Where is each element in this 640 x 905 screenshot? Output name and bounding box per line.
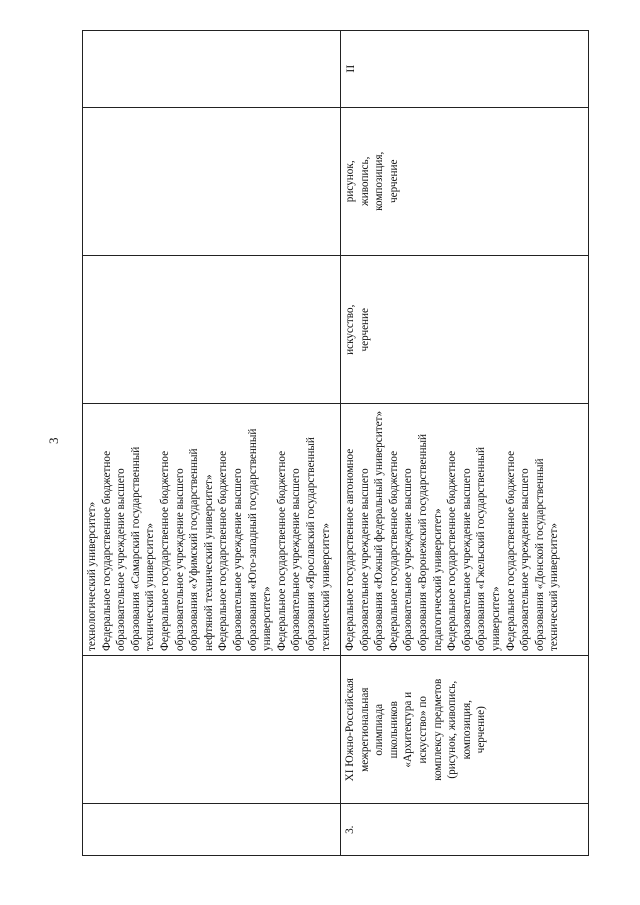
cell-level — [83, 31, 341, 108]
cell-subjects — [83, 107, 341, 255]
cell-profile — [83, 256, 341, 404]
table-row — [83, 31, 341, 856]
cell-olympiad — [83, 656, 341, 804]
page-number: 3 — [46, 437, 61, 444]
cell-organizers: Федеральное государственное автономное образовательное учреждение высшего образования «Южный федеральный университет» Федеральное государственное бюджетное образовательное учреждение высшего образования «Воронежский государственный педагогический университет» Федеральное государственное бюджетное образовательное учреждение высшего образования «Гжельский государственный университет» Федеральное государственное бюджетное образовательное учреждение высшего образования «Донской государственный технический университет» — [341, 404, 589, 656]
cell-organizers: технологический университет» Федеральное государственное бюджетное образовательное учреждение высшего образования «Самарский государственный технический университет» Федеральное государственное бюджетное образовательное учреждение высшего образования «Уфимский государственный нефтяной технический университет» Федеральное государственное бюджетное образовательное учреждение высшего образования «Юго-западный государственный университет» Федеральное государственное бюджетное образовательное учреждение высшего образования «Ярославский государственный технический университет» — [83, 404, 341, 656]
cell-number: 3. — [341, 804, 589, 856]
cell-subjects: рисунок, живопись, композиция, черчение — [341, 107, 589, 255]
olympiad-table — [82, 30, 589, 856]
document-table-rotated — [82, 30, 588, 856]
cell-level: II — [341, 31, 589, 108]
cell-number — [83, 804, 341, 856]
cell-profile: искусство, черчение — [341, 256, 589, 404]
table-row — [341, 31, 589, 856]
cell-olympiad: XI Южно-Российская межрегиональная олимпиада школьников «Архитектура и искусство» по комплексу предметов (рисунок, живопись, композиция, черчение) — [341, 656, 589, 804]
